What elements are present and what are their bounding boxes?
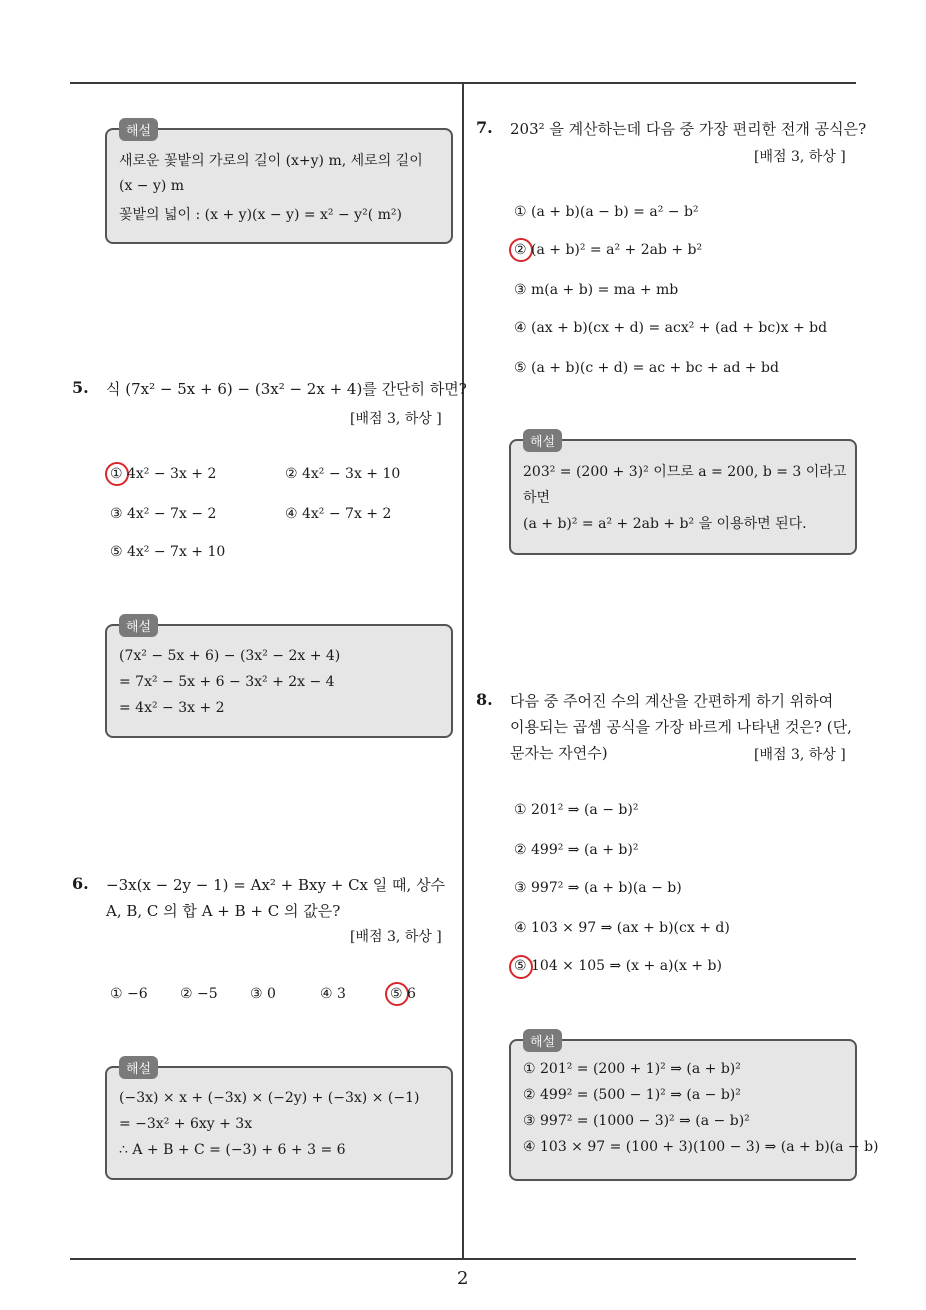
- solution-line: ④ 103 × 97 = (100 + 3)(100 − 3) ⇒ (a + b)(a − b): [523, 1139, 879, 1155]
- answer-option[interactable]: ④ (ax + b)(cx + d) = acx² + (ad + bc)x + bd: [514, 320, 828, 336]
- question-score: [배점 3, 하상 ]: [350, 929, 442, 945]
- bottom-rule: [70, 1258, 856, 1260]
- question-text: A, B, C 의 합 A + B + C 의 값은?: [106, 902, 341, 920]
- question-text: 문자는 자연수): [510, 744, 608, 762]
- answer-option[interactable]: ① −6: [110, 986, 148, 1002]
- solution-line: 꽃밭의 넓이 : (x + y)(x − y) = x² − y²( m²): [119, 207, 402, 223]
- answer-option[interactable]: ⑤ 104 × 105 ⇒ (x + a)(x + b): [514, 958, 722, 974]
- question-number: 8.: [476, 690, 493, 709]
- answer-option[interactable]: ③ 0: [250, 986, 276, 1002]
- answer-option[interactable]: ⑤ (a + b)(c + d) = ac + bc + ad + bd: [514, 360, 779, 376]
- solution-line: = 4x² − 3x + 2: [119, 700, 225, 716]
- solution-box-q6: [105, 1062, 453, 1180]
- solution-line: (a + b)² = a² + 2ab + b² 을 이용하면 된다.: [523, 516, 807, 532]
- solution-box-q5: [105, 620, 453, 738]
- answer-option[interactable]: ③ 4x² − 7x − 2: [110, 506, 217, 522]
- solution-line: 하면: [523, 490, 551, 506]
- question-text: 이용되는 곱셈 공식을 가장 바르게 나타낸 것은? (단,: [510, 718, 852, 736]
- answer-option[interactable]: ① 201² ⇒ (a − b)²: [514, 802, 639, 818]
- answer-option[interactable]: ④ 103 × 97 ⇒ (ax + b)(cx + d): [514, 920, 730, 936]
- solution-line: ① 201² = (200 + 1)² ⇒ (a + b)²: [523, 1061, 741, 1077]
- question-number: 5.: [72, 378, 89, 397]
- solution-label: 해설: [119, 614, 158, 637]
- question-text: 식 (7x² − 5x + 6) − (3x² − 2x + 4)를 간단히 하면?: [106, 380, 467, 398]
- answer-option[interactable]: ④ 4x² − 7x + 2: [285, 506, 392, 522]
- column-divider: [462, 84, 464, 1260]
- solution-line: (7x² − 5x + 6) − (3x² − 2x + 4): [119, 648, 341, 664]
- solution-line: (x − y) m: [119, 178, 185, 194]
- answer-option[interactable]: ⑤ 4x² − 7x + 10: [110, 544, 226, 560]
- page-number: 2: [457, 1268, 469, 1289]
- question-text: 203² 을 계산하는데 다음 중 가장 편리한 전개 공식은?: [510, 120, 867, 138]
- answer-option[interactable]: ① (a + b)(a − b) = a² − b²: [514, 204, 699, 220]
- solution-line: ③ 997² = (1000 − 3)² ⇒ (a − b)²: [523, 1113, 750, 1129]
- answer-option[interactable]: ④ 3: [320, 986, 346, 1002]
- answer-option[interactable]: ② −5: [180, 986, 218, 1002]
- solution-label: 해설: [119, 1056, 158, 1079]
- solution-line: ② 499² = (500 − 1)² ⇒ (a − b)²: [523, 1087, 741, 1103]
- answer-option[interactable]: ⑤ 6: [390, 986, 416, 1002]
- solution-line: ∴ A + B + C = (−3) + 6 + 3 = 6: [119, 1142, 346, 1158]
- answer-option[interactable]: ② 4x² − 3x + 10: [285, 466, 401, 482]
- answer-option[interactable]: ② (a + b)² = a² + 2ab + b²: [514, 242, 703, 258]
- solution-line: = −3x² + 6xy + 3x: [119, 1116, 253, 1132]
- answer-option[interactable]: ③ m(a + b) = ma + mb: [514, 282, 679, 298]
- question-number: 6.: [72, 874, 89, 893]
- question-score: [배점 3, 하상 ]: [754, 149, 846, 165]
- solution-line: 새로운 꽃밭의 가로의 길이 (x+y) m, 세로의 길이: [119, 153, 423, 169]
- solution-box-q8: [509, 1035, 879, 1181]
- answer-option[interactable]: ① 4x² − 3x + 2: [110, 466, 217, 482]
- solution-label: 해설: [119, 118, 158, 141]
- solution-line: 203² = (200 + 3)² 이므로 a = 200, b = 3 이라고: [523, 464, 847, 480]
- solution-box-q7: [509, 435, 857, 555]
- answer-option[interactable]: ③ 997² ⇒ (a + b)(a − b): [514, 880, 682, 896]
- solution-line: (−3x) × x + (−3x) × (−2y) + (−3x) × (−1): [119, 1090, 420, 1106]
- solution-line: = 7x² − 5x + 6 − 3x² + 2x − 4: [119, 674, 335, 690]
- answer-option[interactable]: ② 499² ⇒ (a + b)²: [514, 842, 639, 858]
- question-number: 7.: [476, 118, 493, 137]
- question-text: −3x(x − 2y − 1) = Ax² + Bxy + Cx 일 때, 상수: [106, 876, 446, 894]
- solution-label: 해설: [523, 1029, 562, 1052]
- question-score: [배점 3, 하상 ]: [754, 747, 846, 763]
- question-text: 다음 중 주어진 수의 계산을 간편하게 하기 위하여: [510, 692, 834, 710]
- solution-label: 해설: [523, 429, 562, 452]
- solution-box-q4: [105, 124, 453, 244]
- question-score: [배점 3, 하상 ]: [350, 411, 442, 427]
